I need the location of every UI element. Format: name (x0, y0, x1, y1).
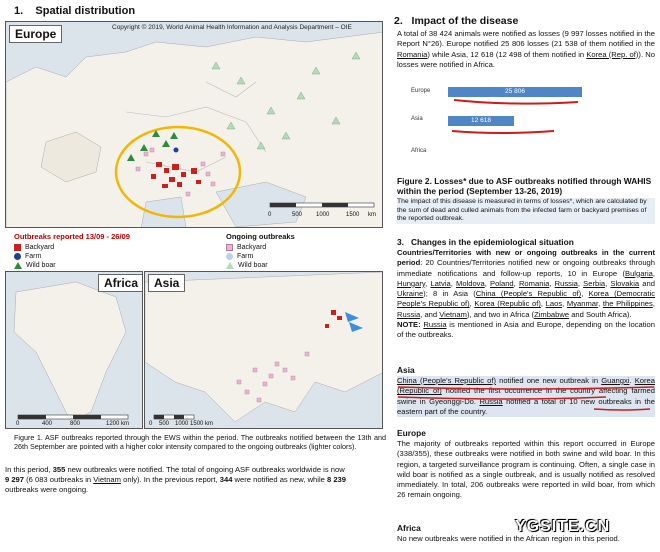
figure-2-note: The impact of this disease is measured in terms of losses*, which are calculated by the sum of dead and culled animals from the infected farm or backyard premises of the reported outbreak. (397, 198, 655, 224)
bar-asia: 12 618 (448, 116, 514, 126)
map-label-africa: Africa (98, 274, 143, 292)
bar-label-africa: Africa (411, 148, 427, 154)
europe-paragraph: The majority of outbreaks reported within this report occurred in Europe (338/355), these outbreaks were notified in both swine and wild boar. In this region, a targeted surveillance program is continuing. Often, a single case in wild boar is notified as a single outbreak, and is usually notified as resolved immediately. In total, 206 outbreaks were reported in wild boar, from which 26 remain ongoing. (397, 439, 655, 500)
asia-map-graphic (145, 272, 383, 429)
asia-map (144, 271, 383, 429)
section-title-spatial: 1. Spatial distribution (14, 5, 136, 17)
bar-label-europe: Europe (411, 88, 431, 94)
legend-outbreaks-reported: Outbreaks reported 13/09 - 26/09 Backyard Farm Wild boar (14, 232, 130, 269)
asia-scale-labels: 0 500 1000 1500 km (149, 421, 214, 427)
impact-paragraph: A total of 38 424 animals were notified as losses (9 997 losses notified in the Report N°26). Europe notified 25 806 losses (21 538 of them notified in the Romania) while Asia, 12 618 (12 498 of them notified in Korea (Rep. of)). No losses were notified in Africa. (397, 29, 655, 69)
europe-map-graphic (6, 22, 383, 228)
europe-heading: Europe (397, 428, 426, 438)
asia-heading: Asia (397, 365, 415, 375)
red-underline-asia (450, 125, 560, 137)
section-title-impact: 2. Impact of the disease (394, 15, 519, 27)
map-copyright: Copyright © 2019, World Animal Health Information and Analysis Department – OIE (112, 24, 352, 31)
wild-boar-ongoing-icon (226, 262, 234, 269)
backyard-ongoing-icon (226, 244, 233, 251)
europe-scale-labels: 0 500 1000 1500 km (268, 212, 376, 218)
africa-map (5, 271, 143, 429)
changes-paragraph: Countries/Territories with new or ongoing outbreaks in the current period: 20 Countries/Territories notified new or ongoing outbreaks through immediate notifications and follow-up reports, 10 in Europe (Bulgaria, Hungary, Latvia, Moldova, Poland, Romania, Russia, Serbia, Slovakia and Ukraine); 8 in Asia (China (People's Republic of), Korea (Democratic People's Republic of), Korea (Republic of), Laos, Myanmar, the Philippines, Russia, and Vietnam), and two in Africa (Zimbabwe and South Africa). NOTE: Russia is mentioned in Asia and Europe, depending on the location of the outbreaks. (397, 248, 655, 340)
europe-map (5, 21, 383, 228)
map-label-asia: Asia (148, 274, 185, 292)
africa-scale-labels: 0 400 800 1200 km (16, 421, 130, 427)
bar-label-asia: Asia (411, 116, 423, 122)
legend-ongoing-outbreaks: Ongoing outbreaks Backyard Farm Wild boar (226, 232, 295, 269)
bar-europe: 25 806 (448, 87, 582, 97)
asia-paragraph: China (People's Republic of) notified one new outbreak in Guangxi. Korea (Republic of) notified the first occurrence in the country affecting farmed swine in Gyeonggi-Do. Russia notified a total of 10 new outbreaks in the eastern part of the country. (397, 376, 655, 416)
watermark: YGSITE.CN (515, 518, 611, 535)
africa-paragraph: No new outbreaks were notified in the African region in this period. (397, 534, 620, 543)
africa-heading: Africa (397, 523, 421, 533)
africa-map-graphic (6, 272, 143, 429)
summary-paragraph: In this period, 355 new outbreaks were notified. The total of ongoing ASF outbreaks worldwide is now 9 297 (6 083 outbreaks in Vietnam only). In the previous report, 344 were notified as new, while 8 239 outbreaks were ongoing. (5, 465, 347, 494)
red-annotation-lines (394, 385, 658, 415)
farm-marker-icon (14, 253, 21, 260)
red-underline-europe (452, 96, 580, 108)
figure-2-caption: Figure 2. Losses* due to ASF outbreaks notified through WAHIS within the period (September 13-26, 2019) (397, 176, 652, 196)
map-label-europe: Europe (9, 25, 62, 43)
wild-boar-marker-icon (14, 262, 22, 269)
backyard-marker-icon (14, 244, 21, 251)
farm-ongoing-icon (226, 253, 233, 260)
figure-1-caption: Figure 1. ASF outbreaks reported through the EWS within the period. The outbreaks notified between the 13th and 26th September are pointed with a higher color intensity compared to the ongoing outbreaks (lighter colors). (14, 433, 386, 451)
section-title-changes: 3. Changes in the epidemiological situation (397, 237, 574, 247)
